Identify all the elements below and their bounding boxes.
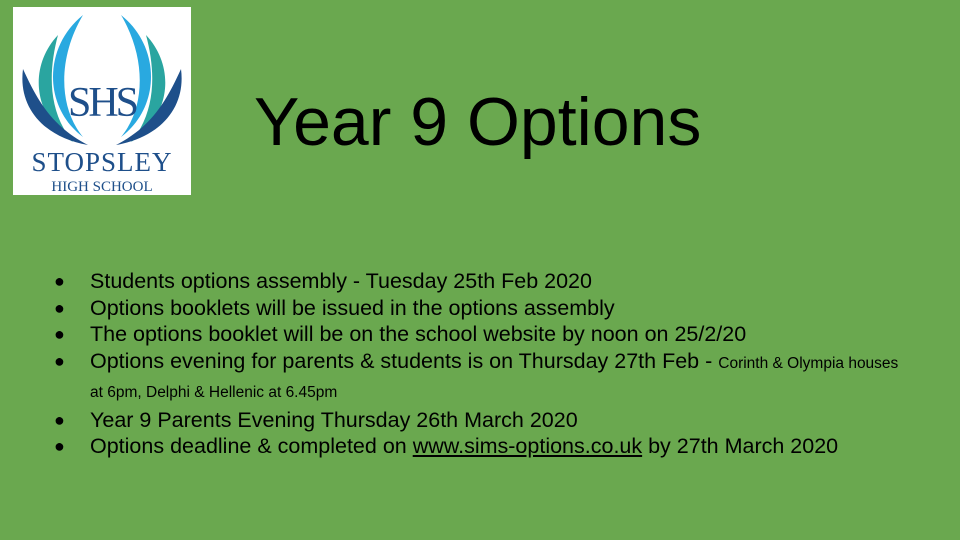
logo-subtitle: HIGH SCHOOL bbox=[51, 179, 153, 195]
school-logo bbox=[13, 7, 191, 195]
list-item: ● Options booklets will be issued in the options assembly bbox=[54, 295, 615, 320]
list-item: ● Year 9 Parents Evening Thursday 26th March 2020 bbox=[54, 407, 578, 432]
bullet-icon: ● bbox=[54, 271, 65, 291]
logo-name: STOPSLEY bbox=[31, 147, 173, 177]
list-item: ● Options deadline & completed on www.sims-options.co.uk by 27th March 2020 bbox=[54, 434, 839, 458]
logo-initials: SHS bbox=[67, 80, 137, 126]
list-item: ● The options booklet will be on the school website by noon on 25/2/20 bbox=[54, 322, 747, 346]
list-item: ● Students options assembly - Tuesday 25th Feb 2020 bbox=[54, 269, 592, 293]
bullet-list bbox=[54, 268, 904, 460]
list-item: ● Options evening for parents & students is on Thursday 27th Feb - Corinth & Olympia houses at 6pm, Delphi & Hellenic at 6.45pm bbox=[54, 348, 899, 401]
bullet-icon: ● bbox=[54, 297, 65, 318]
bullet-icon: ● bbox=[54, 409, 65, 430]
bullet-icon: ● bbox=[54, 324, 65, 344]
sims-options-link[interactable]: www.sims-options.co.uk bbox=[412, 434, 643, 458]
bullet-icon: ● bbox=[54, 436, 65, 456]
page-title: Year 9 Options bbox=[254, 84, 702, 160]
bullet-icon: ● bbox=[54, 350, 65, 371]
